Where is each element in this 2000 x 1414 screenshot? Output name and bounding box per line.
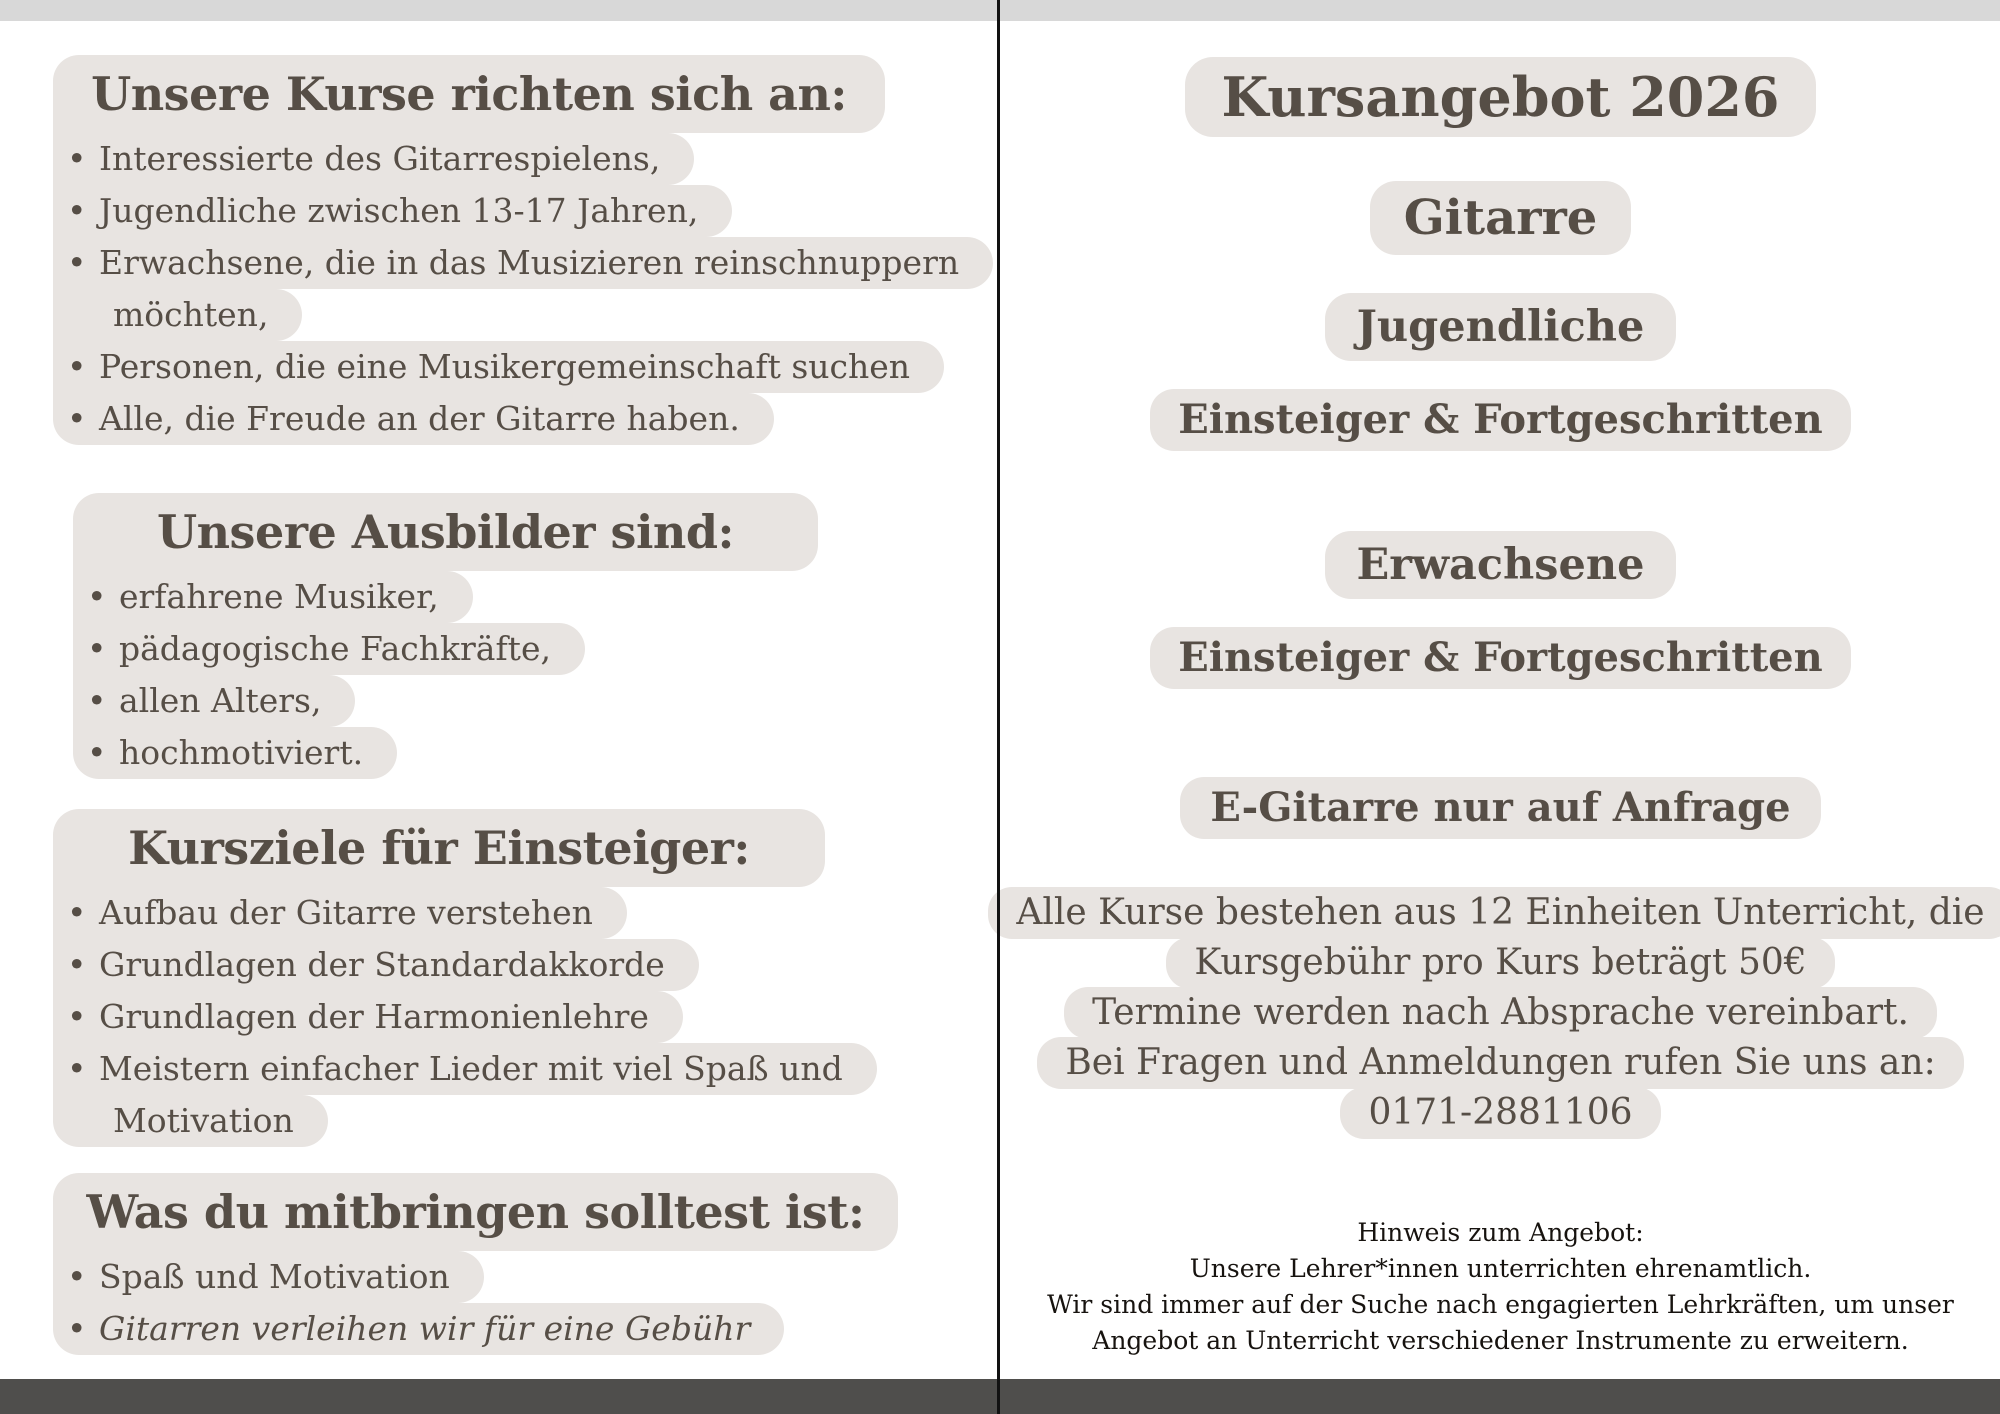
- badge-erwachsene: Erwachsene: [1325, 531, 1677, 599]
- list-item-text: Grundlagen der Standardakkorde: [99, 945, 665, 984]
- list-item: [73, 571, 473, 623]
- list-item-text: möchten,: [113, 295, 269, 334]
- bullet-icon: •: [87, 733, 107, 772]
- badge-level-jugendliche: Einsteiger & Fortgeschritten: [1150, 389, 1850, 451]
- list-item: [53, 1303, 784, 1355]
- right-column: [1001, 0, 2000, 1359]
- left-column: [53, 55, 993, 1355]
- bullet-icon: •: [67, 945, 87, 984]
- section-heading: Was du mitbringen solltest ist:: [53, 1173, 898, 1251]
- list-item: [53, 133, 694, 185]
- list-item-continuation: [53, 289, 302, 341]
- list-item-text: Grundlagen der Harmonienlehre: [99, 997, 649, 1036]
- badge-e-gitarre: E-Gitarre nur auf Anfrage: [1180, 777, 1820, 839]
- list-item-text: Gitarren verleihen wir für eine Gebühr: [99, 1309, 751, 1348]
- note-line: Wir sind immer auf der Suche nach engagierten Lehrkräften, um unser: [1047, 1290, 1954, 1319]
- list-item: [53, 237, 993, 289]
- list-item: [53, 393, 774, 445]
- list-item-text: Jugendliche zwischen 13-17 Jahren,: [99, 191, 699, 230]
- note-line: Hinweis zum Angebot:: [1357, 1218, 1644, 1247]
- badge-jugendliche: Jugendliche: [1325, 293, 1677, 361]
- info-line: Alle Kurse bestehen aus 12 Einheiten Unterricht, die: [988, 887, 2000, 939]
- badge-gitarre: Gitarre: [1370, 181, 1632, 255]
- list-item-text: Interessierte des Gitarrespielens,: [99, 139, 661, 178]
- list-item-text: Personen, die eine Musikergemeinschaft suchen: [99, 347, 911, 386]
- list-item: [53, 991, 683, 1043]
- info-line: Kursgebühr pro Kurs beträgt 50€: [1166, 937, 1834, 989]
- bullet-icon: •: [67, 893, 87, 932]
- section-target-audience: [53, 55, 993, 445]
- list-item: [53, 1043, 877, 1095]
- bottom-bar: [0, 1379, 2000, 1414]
- section-heading: Kursziele für Einsteiger:: [53, 809, 825, 887]
- section-what-to-bring: [53, 1173, 993, 1355]
- list-item: [73, 727, 397, 779]
- bullet-icon: •: [67, 243, 87, 282]
- bullet-icon: •: [67, 1049, 87, 1088]
- bullet-icon: •: [87, 629, 107, 668]
- list-item: [53, 887, 627, 939]
- list-item: [53, 939, 699, 991]
- bullet-icon: •: [87, 681, 107, 720]
- info-line: Termine werden nach Absprache vereinbart.: [1064, 987, 1937, 1039]
- note-line: Unsere Lehrer*innen unterrichten ehrenamtlich.: [1189, 1254, 1812, 1283]
- list-item-text: pädagogische Fachkräfte,: [119, 629, 551, 668]
- list-item-text: Motivation: [113, 1101, 294, 1140]
- bullet-icon: •: [87, 577, 107, 616]
- course-info-block: [988, 887, 2000, 1139]
- page-title: Kursangebot 2026: [1185, 57, 1815, 137]
- list-item: [73, 675, 355, 727]
- info-line: Bei Fragen und Anmeldungen rufen Sie uns an:: [1037, 1037, 1963, 1089]
- bullet-icon: •: [67, 1257, 87, 1296]
- phone-number: 0171-2881106: [1340, 1087, 1660, 1139]
- list-item: [53, 341, 944, 393]
- section-course-goals: [53, 809, 993, 1147]
- column-divider: [997, 0, 1000, 1414]
- list-item: [53, 1251, 484, 1303]
- list-item-text: Aufbau der Gitarre verstehen: [99, 893, 593, 932]
- bullet-icon: •: [67, 191, 87, 230]
- list-item-text: Alle, die Freude an der Gitarre haben.: [99, 399, 740, 438]
- list-item-text: Spaß und Motivation: [99, 1257, 450, 1296]
- list-item-text: Meistern einfacher Lieder mit viel Spaß und: [99, 1049, 843, 1088]
- bullet-icon: •: [67, 997, 87, 1036]
- list-item: [53, 185, 732, 237]
- bullet-icon: •: [67, 1309, 87, 1348]
- bullet-icon: •: [67, 399, 87, 438]
- bullet-icon: •: [67, 347, 87, 386]
- badge-level-erwachsene: Einsteiger & Fortgeschritten: [1150, 627, 1850, 689]
- list-item-text: Erwachsene, die in das Musizieren reinschnuppern: [99, 243, 960, 282]
- note-block: [1047, 1215, 1954, 1359]
- section-instructors: [73, 493, 993, 779]
- list-item: [73, 623, 585, 675]
- list-item-continuation: [53, 1095, 328, 1147]
- section-heading: Unsere Kurse richten sich an:: [53, 55, 885, 133]
- note-line: Angebot an Unterricht verschiedener Instrumente zu erweitern.: [1092, 1326, 1909, 1355]
- list-item-text: erfahrene Musiker,: [119, 577, 439, 616]
- bullet-icon: •: [67, 139, 87, 178]
- list-item-text: allen Alters,: [119, 681, 322, 720]
- section-heading: Unsere Ausbilder sind:: [73, 493, 818, 571]
- list-item-text: hochmotiviert.: [119, 733, 364, 772]
